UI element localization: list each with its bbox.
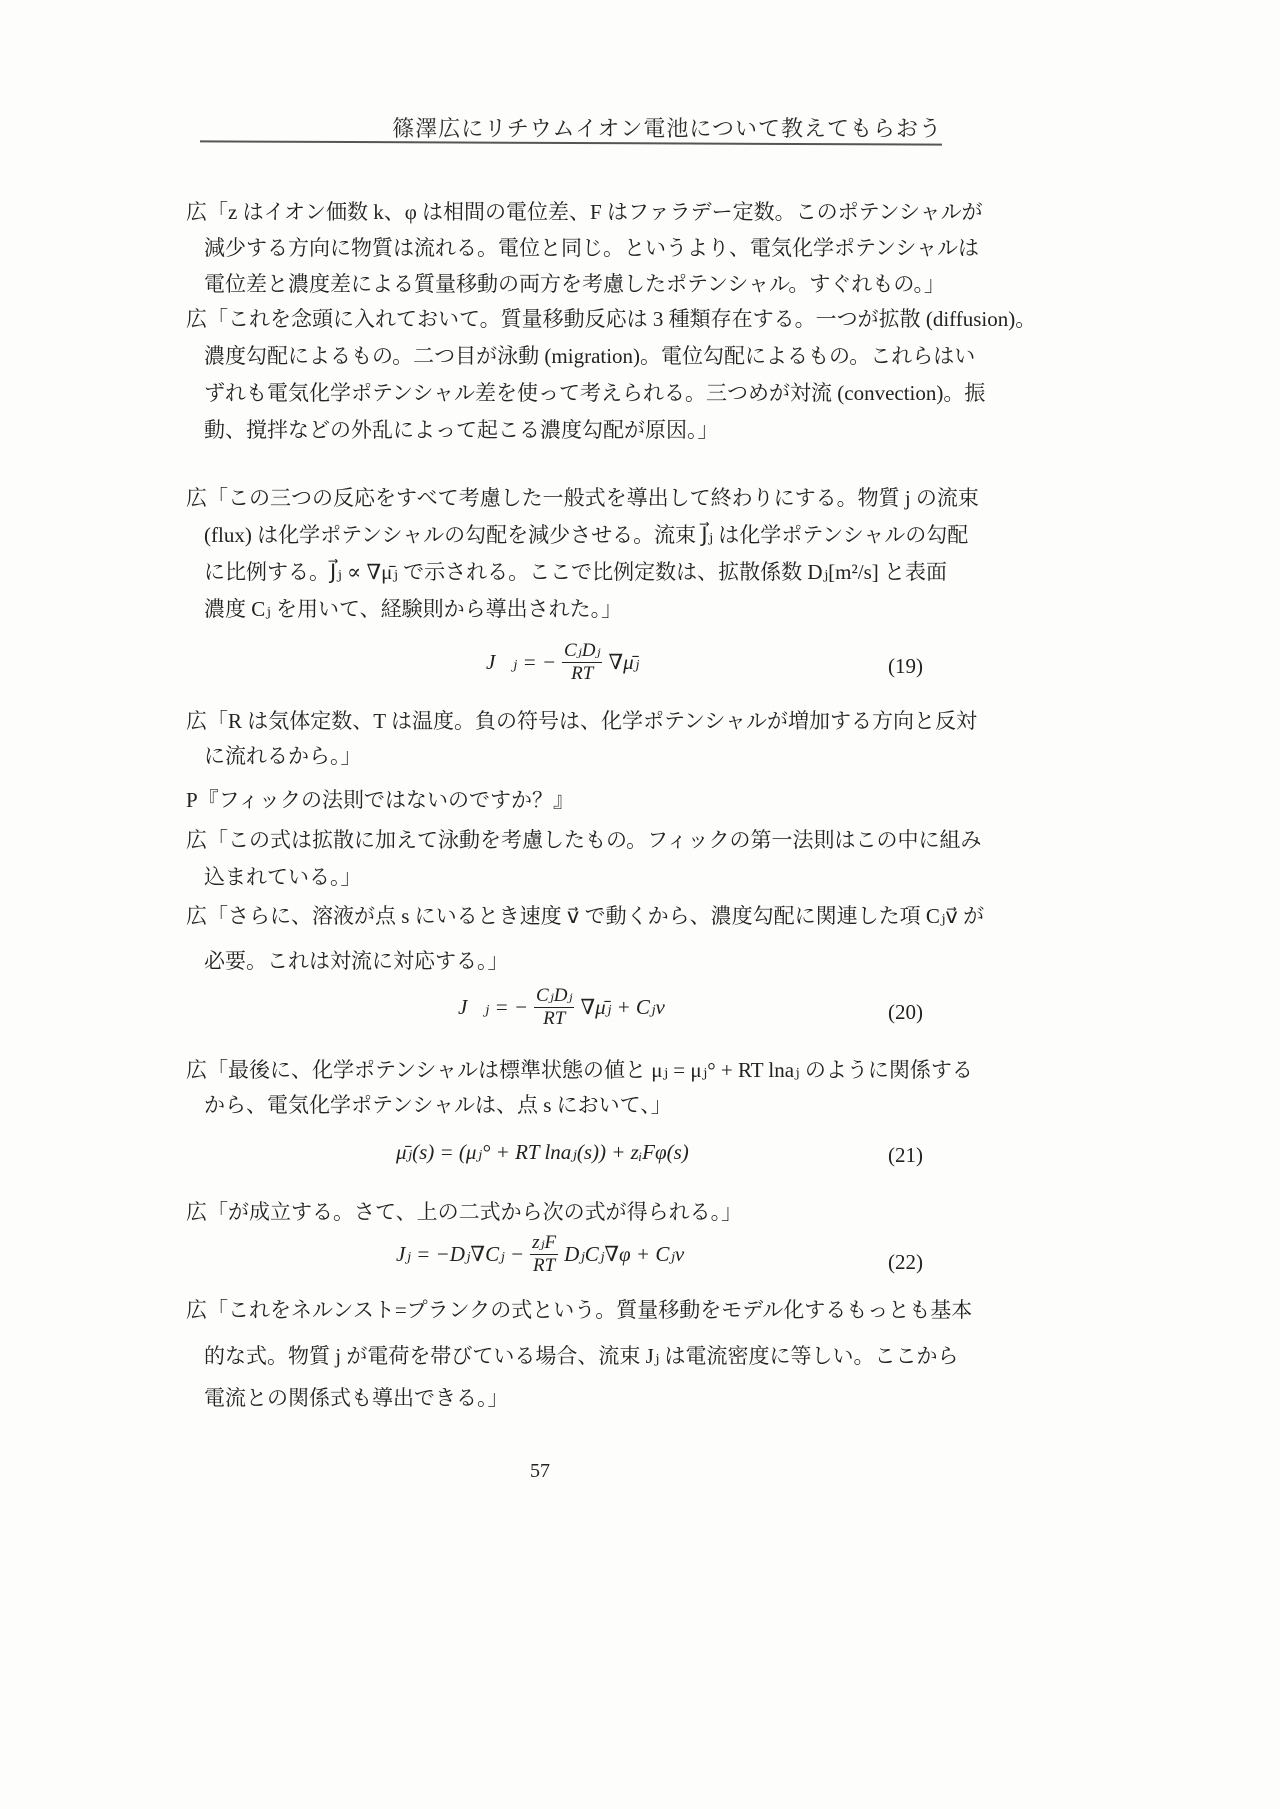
paragraph-line: 的な式。物質 j が電荷を帯びている場合、流束 Jⱼ は電流密度に等しい。ここから — [204, 1344, 959, 1368]
page-number: 57 — [530, 1460, 550, 1482]
eq19-rhs: ∇μ̄ⱼ — [608, 650, 640, 674]
eq19-denominator: RT — [571, 663, 594, 684]
eq22-numerator: zⱼF — [532, 1232, 557, 1253]
paragraph-line: 減少する方向に物質は流れる。電位と同じ。というより、電気化学ポテンシャルは — [204, 236, 980, 260]
eq20-numerator: CⱼDⱼ — [536, 985, 573, 1006]
paragraph-line: から、電気化学ポテンシャルは、点 s において、」 — [204, 1093, 672, 1117]
eq20-rhs: ∇μ̄ⱼ + Cⱼv⃗ — [580, 995, 682, 1019]
paragraph-line: 必要。これは対流に対応する。」 — [204, 949, 509, 973]
paragraph-first-line: 広「これをネルンスト=プランクの式という。質量移動をモデル化するもっとも基本 — [186, 1298, 973, 1322]
paragraph-first-line: 広「R は気体定数、T は温度。負の符号は、化学ポテンシャルが増加する方向と反対 — [186, 709, 977, 733]
paragraph-line: 濃度勾配によるもの。二つ目が泳動 (migration)。電位勾配によるもの。これらはい — [204, 344, 976, 368]
paragraph-first-line: 広「この三つの反応をすべて考慮した一般式を導出して終わりにする。物質 j の流束 — [186, 486, 979, 510]
equation-number-21: (21) — [888, 1143, 923, 1167]
paragraph-line: 電位差と濃度差による質量移動の両方を考慮したポテンシャル。すぐれもの。」 — [204, 272, 945, 296]
paragraph-first-line: 広「さらに、溶液が点 s にいるとき速度 v⃗ で動くから、濃度勾配に関連した項 Cⱼv⃗ が — [186, 904, 985, 928]
equation-21 — [396, 1140, 689, 1165]
eq19-lhs: J⃗ⱼ = − — [486, 650, 557, 674]
equation-number-19: (19) — [888, 654, 923, 678]
paragraph-first-line: 広「これを念頭に入れておいて。質量移動反応は 3 種類存在する。一つが拡散 (diffusion)。 — [186, 307, 1037, 331]
eq19-numerator: CⱼDⱼ — [564, 640, 601, 661]
paragraph-first-line: 広「最後に、化学ポテンシャルは標準状態の値と μⱼ = μⱼ° + RT lnaⱼ のように関係する — [186, 1058, 973, 1082]
eq22-lhs: Jⱼ = −Dⱼ∇Cⱼ − — [396, 1242, 525, 1266]
eq22-rhs: DⱼCⱼ∇φ + Cⱼv — [564, 1242, 685, 1266]
paragraph-first-line: 広「が成立する。さて、上の二式から次の式が得られる。」 — [186, 1200, 743, 1224]
paragraph-first-line: 広「z はイオン価数 k、φ は相間の電位差、F はファラデー定数。このポテンシャルが — [186, 200, 983, 224]
equation-22 — [396, 1232, 684, 1277]
paragraph-line: に比例する。J⃗ⱼ ∝ ∇μ̄ⱼ で示される。ここで比例定数は、拡散係数 Dⱼ[m²/s] と表面 — [204, 560, 948, 584]
equation-19 — [486, 640, 639, 685]
paragraph-first-line: 広「この式は拡散に加えて泳動を考慮したもの。フィックの第一法則はこの中に組み — [186, 828, 982, 852]
paragraph-line: 込まれている。」 — [204, 865, 362, 889]
eq20-denominator: RT — [543, 1008, 566, 1029]
paragraph-line: (flux) は化学ポテンシャルの勾配を減少させる。流束 J⃗ⱼ は化学ポテンシャルの勾配 — [204, 523, 969, 547]
equation-number-22: (22) — [888, 1250, 923, 1274]
eq22-denominator: RT — [532, 1255, 556, 1276]
equation-20 — [458, 985, 681, 1030]
running-header: 篠澤広にリチウムイオン電池について教えてもらおう — [392, 116, 942, 141]
paragraph-line: 濃度 Cⱼ を用いて、経験則から導出された。」 — [204, 597, 623, 621]
paragraph-first-line: P『フィックの法則ではないのですか？』 — [186, 788, 574, 812]
eq20-lhs: J⃗ⱼ = − — [458, 995, 529, 1019]
paragraph-line: に流れるから。」 — [204, 744, 362, 768]
equation-number-20: (20) — [888, 1000, 923, 1024]
paragraph-line: 動、撹拌などの外乱によって起こる濃度勾配が原因。」 — [204, 418, 719, 442]
paragraph-line: ずれも電気化学ポテンシャル差を使って考えられる。三つめが対流 (convection)。振 — [204, 381, 986, 405]
paragraph-line: 電流との関係式も導出できる。」 — [204, 1386, 509, 1410]
eq21-body: μ̄ⱼ(s) = (μⱼ° + RT lnaⱼ(s)) + zᵢFφ(s) — [396, 1140, 689, 1164]
